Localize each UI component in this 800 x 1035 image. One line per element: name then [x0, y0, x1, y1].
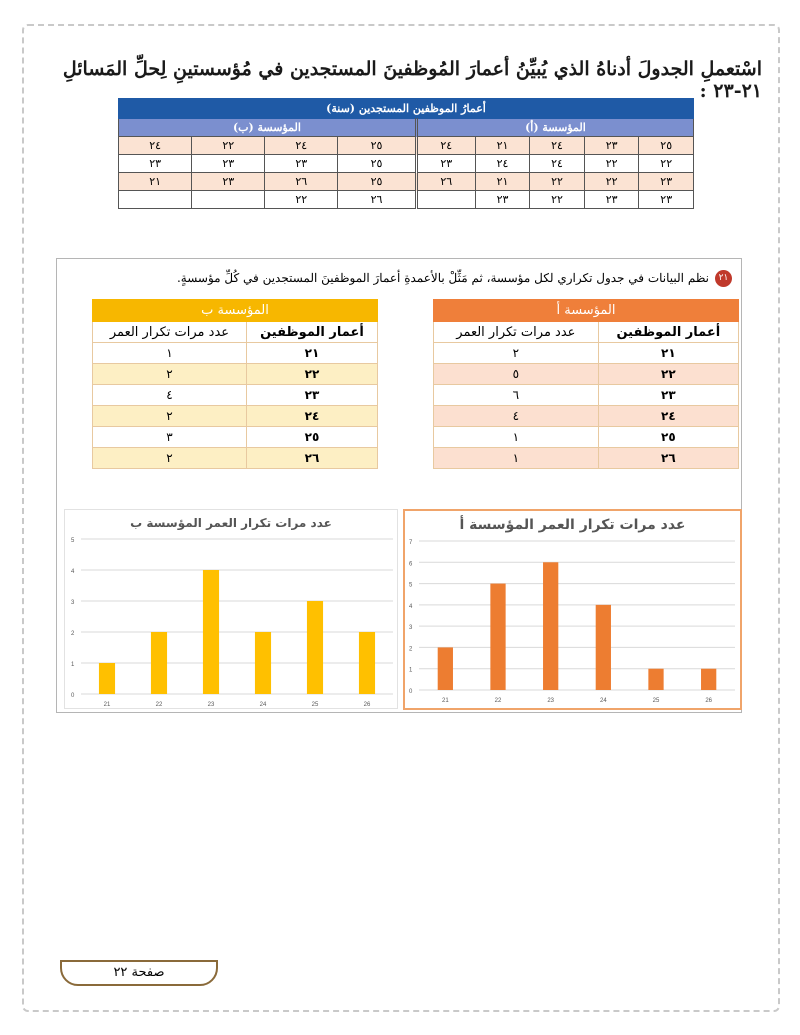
age-value: ٢٤ — [598, 406, 738, 427]
age-value: ٢٣ — [246, 385, 377, 406]
age-cell-b: ٢٣ — [192, 173, 265, 191]
chart-a-title: عدد مرات تكرار العمر المؤسسة أ — [459, 517, 686, 533]
bar-25 — [307, 601, 323, 694]
count-value: ١ — [93, 343, 247, 364]
institution-b-header: المؤسسة (ب) — [119, 119, 417, 137]
age-value: ٢٥ — [598, 427, 738, 448]
age-cell-a: ٢٤ — [475, 155, 530, 173]
age-value: ٢٦ — [598, 448, 738, 469]
x-tick-label: 25 — [311, 702, 319, 708]
table-row — [434, 406, 739, 427]
age-cell-a: ٢٢ — [584, 155, 639, 173]
table-row — [93, 406, 378, 427]
x-tick-label: 21 — [441, 698, 449, 704]
age-value: ٢٦ — [246, 448, 377, 469]
age-cell-a: ٢٤ — [530, 155, 585, 173]
age-cell-a: ٢٢ — [639, 155, 694, 173]
count-value: ٢ — [93, 406, 247, 427]
y-tick-label: 2 — [409, 646, 413, 653]
freq-b-count-header: عدد مرات تكرار العمر — [93, 322, 247, 343]
bar-21 — [99, 663, 115, 694]
age-cell-a: ٢٣ — [416, 155, 475, 173]
x-tick-label: 26 — [705, 698, 713, 704]
age-cell-b: ٢٤ — [265, 137, 338, 155]
count-value: ٦ — [434, 385, 599, 406]
x-tick-label: 25 — [652, 698, 660, 704]
table-row — [434, 364, 739, 385]
bar-21 — [438, 647, 453, 690]
bar-26 — [701, 669, 716, 690]
age-cell-b: ٢٥ — [338, 137, 417, 155]
frequency-table-b — [92, 299, 378, 469]
table-row — [434, 427, 739, 448]
question-text: نظم البيانات في جدول تكراري لكل مؤسسة، ثم مَثِّلْ بالأعمدةِ أعمارَ الموظفينَ المستجدين في كُلِّ مؤسسةٍ. — [176, 271, 709, 285]
y-tick-label: 4 — [409, 603, 413, 610]
table-row — [119, 137, 694, 155]
table-title: أعمارُ الموظفين المستجدين (سنة) — [119, 99, 694, 119]
y-tick-label: 2 — [71, 631, 75, 637]
table-row — [434, 343, 739, 364]
chart-b-title: عدد مرات تكرار العمر المؤسسة ب — [130, 516, 332, 530]
freq-b-title: المؤسسة ب — [93, 300, 378, 322]
age-cell-a: ٢٢ — [530, 191, 585, 209]
question-21 — [64, 270, 732, 287]
y-tick-label: 3 — [409, 625, 413, 632]
count-value: ٥ — [434, 364, 599, 385]
table-row — [119, 155, 694, 173]
age-cell-b — [119, 191, 192, 209]
age-value: ٢٥ — [246, 427, 377, 448]
count-value: ٢ — [93, 364, 247, 385]
age-cell-b: ٢٢ — [265, 191, 338, 209]
y-tick-label: 0 — [409, 689, 413, 695]
age-cell-b: ٢٦ — [338, 191, 417, 209]
count-value: ٤ — [93, 385, 247, 406]
age-cell-b — [192, 191, 265, 209]
x-tick-label: 22 — [155, 702, 163, 708]
table-row — [93, 385, 378, 406]
x-tick-label: 23 — [207, 702, 215, 708]
frequency-table-a — [433, 299, 739, 469]
page-heading: اسْتعملِ الجدولَ أدناهُ الذي يُبيِّنُ أعمارَ المُوظفينَ المستجدين في مُؤسستينِ لِحلِّ المَسائلِ ٢١-٢٣ : — [62, 58, 762, 102]
age-cell-a: ٢٢ — [584, 173, 639, 191]
count-value: ٢ — [434, 343, 599, 364]
age-cell-b: ٢٣ — [265, 155, 338, 173]
question-number-badge: ٢١ — [715, 270, 732, 287]
age-value: ٢٣ — [598, 385, 738, 406]
age-cell-a: ٢٤ — [416, 137, 475, 155]
x-tick-label: 24 — [599, 698, 607, 704]
y-tick-label: 3 — [71, 600, 75, 606]
table-row — [119, 173, 694, 191]
y-tick-label: 0 — [71, 693, 75, 699]
count-value: ١ — [434, 427, 599, 448]
y-tick-label: 1 — [71, 662, 75, 668]
table-row — [119, 191, 694, 209]
age-value: ٢٢ — [246, 364, 377, 385]
count-value: ٣ — [93, 427, 247, 448]
bar-22 — [151, 632, 167, 694]
age-cell-a — [416, 191, 475, 209]
y-tick-label: 7 — [409, 540, 413, 546]
age-cell-b: ٢٥ — [338, 155, 417, 173]
x-tick-label: 21 — [103, 702, 111, 708]
bar-22 — [490, 584, 505, 690]
age-cell-a: ٢٣ — [475, 191, 530, 209]
age-cell-b: ٢٣ — [192, 155, 265, 173]
chart-a-plot — [405, 511, 740, 708]
x-tick-label: 24 — [259, 702, 267, 708]
bar-24 — [255, 632, 271, 694]
y-tick-label: 5 — [409, 582, 413, 589]
freq-a-count-header: عدد مرات تكرار العمر — [434, 322, 599, 343]
age-value: ٢١ — [246, 343, 377, 364]
age-cell-a: ٢٣ — [639, 191, 694, 209]
age-cell-b: ٢٦ — [265, 173, 338, 191]
bar-24 — [596, 605, 611, 690]
age-cell-a: ٢١ — [475, 173, 530, 191]
y-tick-label: 6 — [409, 561, 413, 568]
age-cell-b: ٢٤ — [119, 137, 192, 155]
x-tick-label: 26 — [363, 702, 371, 708]
age-cell-a: ٢٤ — [530, 137, 585, 155]
y-tick-label: 4 — [71, 569, 75, 575]
y-tick-label: 5 — [71, 538, 75, 544]
employee-ages-table — [118, 98, 694, 209]
age-cell-b: ٢٢ — [192, 137, 265, 155]
table-row — [434, 448, 739, 469]
table-row — [93, 427, 378, 448]
count-value: ١ — [434, 448, 599, 469]
freq-a-title: المؤسسة أ — [434, 300, 739, 322]
age-cell-a: ٢١ — [475, 137, 530, 155]
age-cell-b: ٢٥ — [338, 173, 417, 191]
x-tick-label: 23 — [547, 698, 555, 704]
page-number-tab: صفحة ٢٢ — [60, 960, 218, 986]
age-value: ٢٤ — [246, 406, 377, 427]
bar-chart-b — [64, 509, 398, 709]
bar-26 — [359, 632, 375, 694]
table-row — [93, 364, 378, 385]
age-cell-a: ٢٣ — [584, 191, 639, 209]
age-value: ٢٢ — [598, 364, 738, 385]
bar-25 — [648, 669, 663, 690]
age-value: ٢١ — [598, 343, 738, 364]
age-cell-a: ٢٦ — [416, 173, 475, 191]
age-cell-a: ٢٢ — [530, 173, 585, 191]
freq-b-age-header: أعمار الموظفين — [246, 322, 377, 343]
y-tick-label: 1 — [409, 667, 413, 674]
age-cell-a: ٢٣ — [639, 173, 694, 191]
bar-23 — [543, 562, 558, 690]
bar-chart-a — [403, 509, 742, 710]
chart-b-plot — [65, 510, 399, 710]
freq-a-age-header: أعمار الموظفين — [598, 322, 738, 343]
age-cell-b: ٢١ — [119, 173, 192, 191]
institution-a-header: المؤسسة (أ) — [416, 119, 693, 137]
age-cell-b: ٢٣ — [119, 155, 192, 173]
table-row — [93, 448, 378, 469]
x-tick-label: 22 — [494, 698, 502, 704]
table-row — [434, 385, 739, 406]
age-cell-a: ٢٣ — [584, 137, 639, 155]
table-row — [93, 343, 378, 364]
count-value: ٤ — [434, 406, 599, 427]
bar-23 — [203, 570, 219, 694]
age-cell-a: ٢٥ — [639, 137, 694, 155]
count-value: ٢ — [93, 448, 247, 469]
